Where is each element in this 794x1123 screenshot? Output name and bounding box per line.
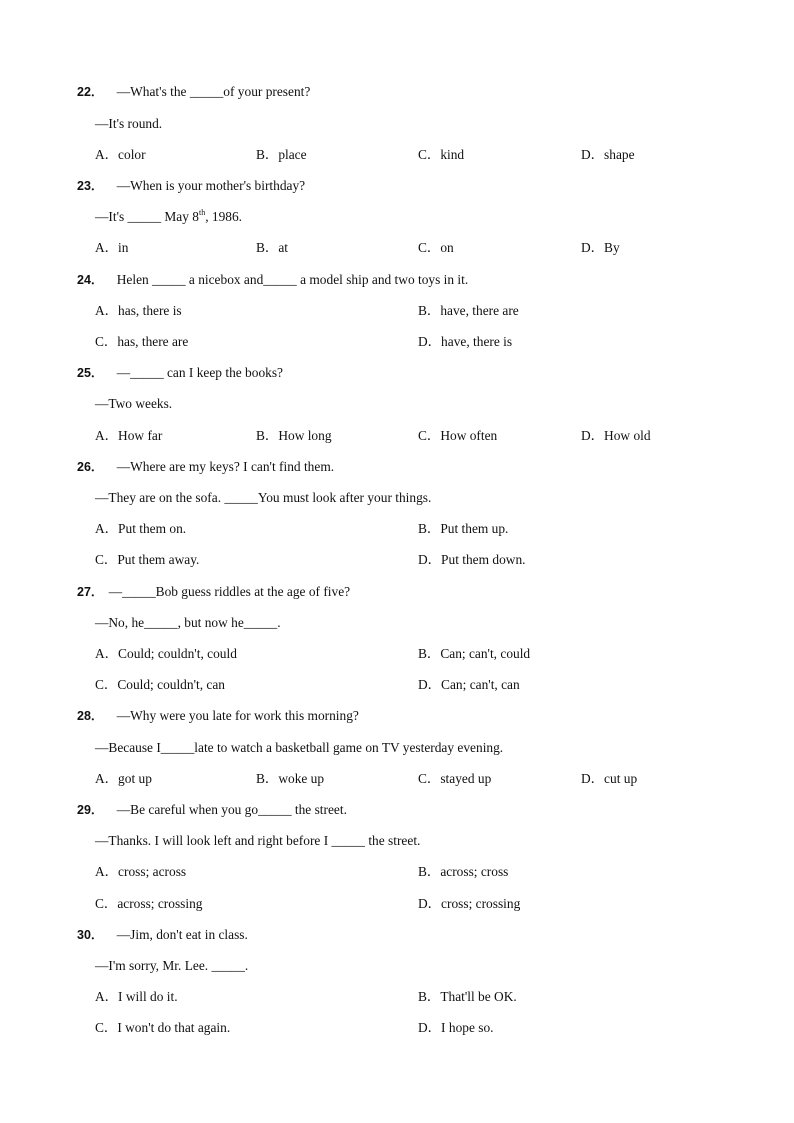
option-a: A．cross; across bbox=[95, 864, 187, 879]
option-a: A．color bbox=[95, 147, 146, 162]
question-number: 27． bbox=[77, 585, 104, 599]
question-stem: —What's the _____of your present? bbox=[116, 84, 311, 99]
question-29-stem-line bbox=[77, 802, 347, 818]
option-b: B．How long bbox=[256, 428, 332, 443]
option-b: B．place bbox=[256, 147, 307, 162]
question-number: 30． bbox=[77, 928, 104, 942]
option-c: C．stayed up bbox=[418, 771, 492, 786]
question-stem: —_____ can I keep the books? bbox=[116, 365, 283, 380]
option-d: D．cut up bbox=[581, 771, 638, 786]
question-number: 29． bbox=[77, 803, 104, 817]
option-d: D．How old bbox=[581, 428, 651, 443]
option-a: A．I will do it. bbox=[95, 989, 178, 1004]
option-a: A．got up bbox=[95, 771, 152, 786]
option-a: A．has, there is bbox=[95, 303, 182, 318]
question-stem: —_____Bob guess riddles at the age of five? bbox=[108, 584, 351, 599]
question-25-stem-line bbox=[77, 365, 283, 381]
ordinal-suffix: th bbox=[198, 208, 206, 217]
option-b: B．at bbox=[256, 240, 288, 255]
question-stem: —Jim, don't eat in class. bbox=[116, 927, 248, 942]
option-c: C．Could; couldn't, can bbox=[95, 677, 225, 692]
question-27-reply: —No, he_____, but now he_____. bbox=[95, 615, 281, 630]
option-c: C．has, there are bbox=[95, 334, 189, 349]
option-a: A．Put them on. bbox=[95, 521, 187, 536]
option-c: C．kind bbox=[418, 147, 465, 162]
option-c: C．I won't do that again. bbox=[95, 1020, 231, 1035]
option-d: D．cross; crossing bbox=[418, 896, 521, 911]
question-number: 23． bbox=[77, 179, 104, 193]
option-c: C．How often bbox=[418, 428, 498, 443]
option-c: C．across; crossing bbox=[95, 896, 203, 911]
option-d: D．have, there is bbox=[418, 334, 513, 349]
question-26-reply: —They are on the sofa. _____You must look after your things. bbox=[95, 490, 432, 505]
question-23-reply bbox=[95, 209, 242, 225]
question-26-stem-line bbox=[77, 459, 334, 475]
option-b: B．across; cross bbox=[418, 864, 509, 879]
question-22-reply: —It's round. bbox=[95, 116, 163, 131]
question-25-reply: —Two weeks. bbox=[95, 396, 173, 411]
question-30-reply: —I'm sorry, Mr. Lee. _____. bbox=[95, 958, 249, 973]
option-d: D．Can; can't, can bbox=[418, 677, 520, 692]
question-24-stem-line bbox=[77, 272, 468, 288]
option-b: B．Can; can't, could bbox=[418, 646, 531, 661]
reply-text: —It's _____ May 8 bbox=[95, 209, 199, 224]
option-a: A．Could; couldn't, could bbox=[95, 646, 237, 661]
option-d: D．I hope so. bbox=[418, 1020, 494, 1035]
option-b: B．Put them up. bbox=[418, 521, 509, 536]
question-number: 25． bbox=[77, 366, 104, 380]
question-28-reply: —Because I_____late to watch a basketball game on TV yesterday evening. bbox=[95, 740, 504, 755]
question-30-stem-line bbox=[77, 927, 248, 943]
question-number: 26． bbox=[77, 460, 104, 474]
question-28-stem-line bbox=[77, 708, 359, 724]
question-stem: —Why were you late for work this morning? bbox=[116, 708, 359, 723]
question-stem: —When is your mother's birthday? bbox=[116, 178, 306, 193]
question-stem: —Where are my keys? I can't find them. bbox=[116, 459, 335, 474]
option-b: B．have, there are bbox=[418, 303, 519, 318]
question-number: 28． bbox=[77, 709, 104, 723]
option-d: D．Put them down. bbox=[418, 552, 526, 567]
question-23-stem-line bbox=[77, 178, 305, 194]
question-number: 22． bbox=[77, 85, 104, 99]
question-22-stem-line bbox=[77, 84, 310, 100]
reply-text-end: , 1986. bbox=[205, 209, 243, 224]
question-29-reply: —Thanks. I will look left and right before I _____ the street. bbox=[95, 833, 421, 848]
option-a: A．in bbox=[95, 240, 129, 255]
question-stem: Helen _____ a nicebox and_____ a model ship and two toys in it. bbox=[116, 272, 469, 287]
question-number: 24． bbox=[77, 273, 104, 287]
option-b: B．woke up bbox=[256, 771, 325, 786]
option-c: C．on bbox=[418, 240, 454, 255]
question-stem: —Be careful when you go_____ the street. bbox=[116, 802, 347, 817]
option-a: A．How far bbox=[95, 428, 163, 443]
question-27-stem-line bbox=[77, 584, 350, 600]
option-d: D．By bbox=[581, 240, 620, 255]
option-b: B．That'll be OK. bbox=[418, 989, 517, 1004]
option-d: D．shape bbox=[581, 147, 635, 162]
option-c: C．Put them away. bbox=[95, 552, 200, 567]
